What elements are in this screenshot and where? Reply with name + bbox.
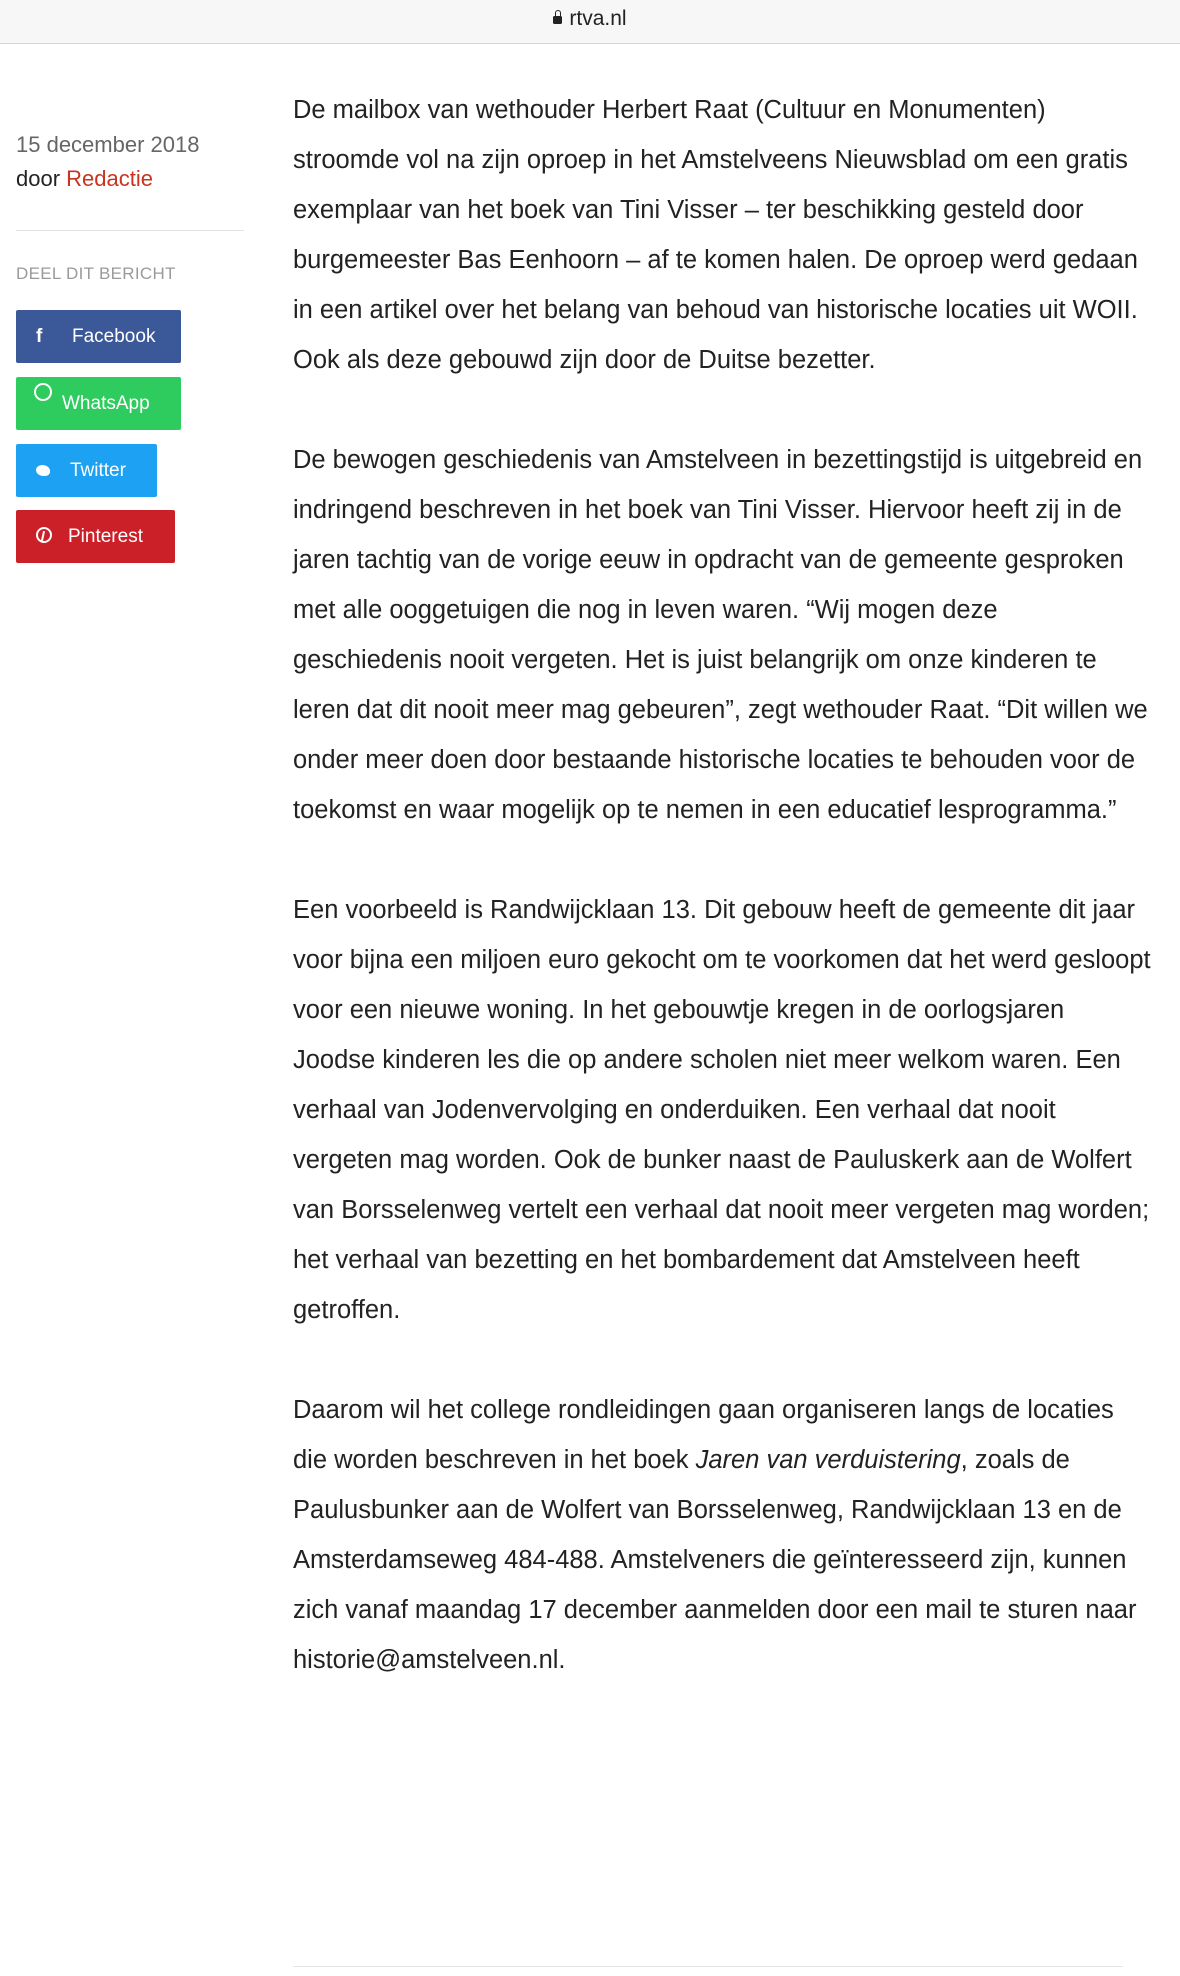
- paragraph-4-end: , zoals de Paulusbunker aan de Wolfert van Borsselenweg, Randwijcklaan 13 en de Amsterdamseweg 484-488. Amstelveners die geïnteresseerd zijn, kunnen zich vanaf maandag 17 december aanmelden door een mail te sturen naar historie@amstelveen.nl.: [293, 1446, 1137, 1674]
- twitter-label: Twitter: [70, 460, 126, 481]
- url-text: rtva.nl: [569, 7, 627, 30]
- browser-address-bar[interactable]: [0, 0, 1180, 44]
- whatsapp-label: WhatsApp: [62, 393, 150, 414]
- lock-icon: [553, 16, 562, 24]
- author-prefix: door: [16, 166, 61, 191]
- facebook-icon: f: [36, 326, 43, 347]
- whatsapp-share-button[interactable]: [16, 377, 181, 430]
- post-date: 15 december 2018: [16, 132, 200, 157]
- twitter-icon: [36, 465, 50, 476]
- article-paragraph-2: De bewogen geschiedenis van Amstelveen in bezettingstijd is uitgebreid en indringend beschreven in het boek van Tini Visser. Hiervoor heeft zij in de jaren tachtig van de vorige eeuw in opdracht van de gemeente gesproken met alle ooggetuigen die nog in leven waren. “Wij mogen deze geschiedenis nooit vergeten. Het is juist belangrijk om onze kinderen te leren dat dit nooit meer mag gebeuren”, zegt wethouder Raat. “Dit willen we onder meer doen door bestaande historische locaties te behouden voor de toekomst en waar mogelijk op te nemen in een educatief lesprogramma.”: [293, 446, 1148, 824]
- author-link[interactable]: Redactie: [66, 166, 154, 191]
- article-body: [293, 85, 1153, 1735]
- facebook-label: Facebook: [72, 326, 156, 347]
- post-meta: [16, 128, 199, 196]
- book-title: Jaren van verduistering: [695, 1446, 961, 1474]
- url-display[interactable]: [0, 7, 1180, 31]
- meta-divider: [16, 230, 244, 231]
- article-paragraph-4: [293, 1385, 1153, 1685]
- pinterest-share-button[interactable]: [16, 510, 175, 563]
- twitter-share-button[interactable]: [16, 444, 157, 497]
- share-heading: DEEL DIT BERICHT: [16, 264, 176, 283]
- article-paragraph-1: De mailbox van wethouder Herbert Raat (Cultuur en Monumenten) stroomde vol na zijn oproep in het Amstelveens Nieuwsblad om een gratis exemplaar van het boek van Tini Visser – ter beschikking gesteld door burgemeester Bas Eenhoorn – af te komen halen. De oproep werd gedaan in een artikel over het belang van behoud van historische locaties uit WOII. Ook als deze gebouwd zijn door de Duitse bezetter.: [293, 96, 1138, 374]
- facebook-share-button[interactable]: [16, 310, 181, 363]
- pinterest-icon: [36, 527, 52, 543]
- pinterest-label: Pinterest: [68, 526, 143, 547]
- article-end-divider: [293, 1966, 1123, 1967]
- paragraph-4-start: Daarom wil het college rondleidingen gaan organiseren langs de locaties die worden beschreven in het boek: [293, 1396, 1114, 1474]
- article-paragraph-3: Een voorbeeld is Randwijcklaan 13. Dit gebouw heeft de gemeente dit jaar voor bijna een miljoen euro gekocht om te voorkomen dat het werd gesloopt voor een nieuwe woning. In het gebouwtje kregen in de oorlogsjaren Joodse kinderen les die op andere scholen niet meer welkom waren. Een verhaal van Jodenvervolging en onderduiken. Een verhaal dat nooit vergeten mag worden. Ook de bunker naast de Pauluskerk aan de Wolfert van Borsselenweg vertelt een verhaal dat nooit meer vergeten mag worden; het verhaal van bezetting en het bombardement dat Amstelveen heeft getroffen.: [293, 896, 1151, 1324]
- whatsapp-icon: [34, 383, 52, 401]
- post-author-line: [16, 162, 199, 196]
